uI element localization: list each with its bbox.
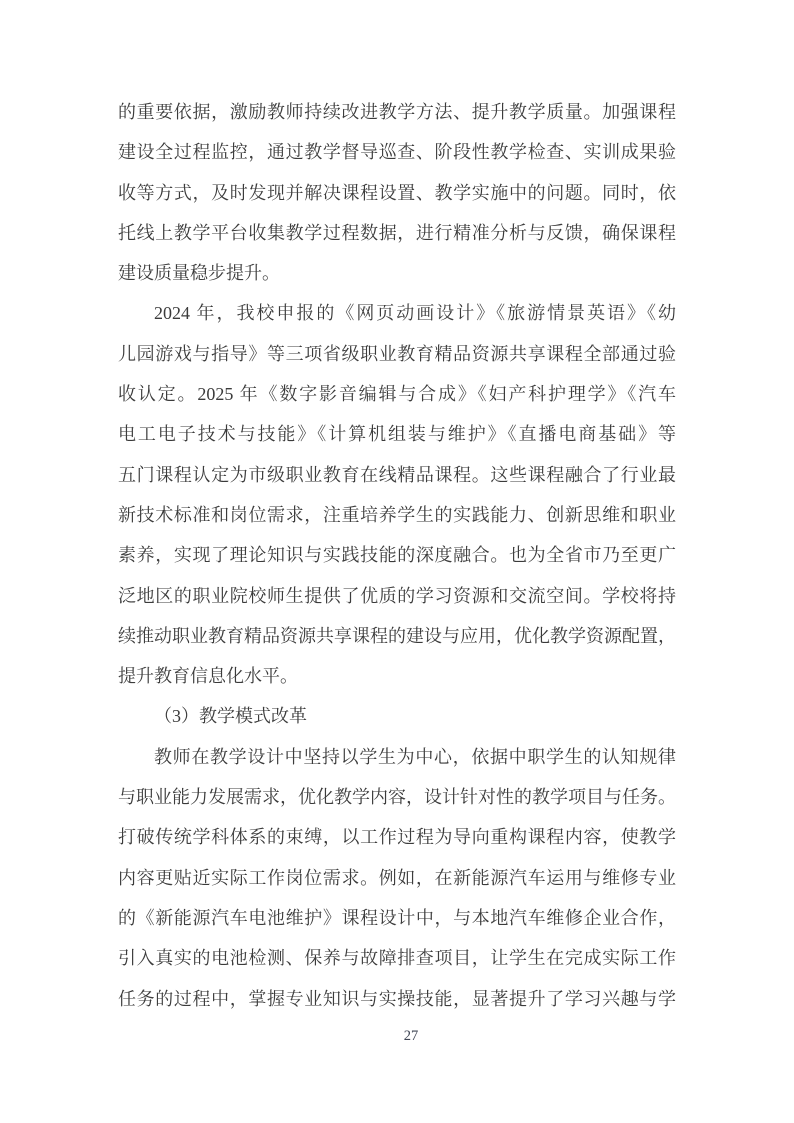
text-line: 续推动职业教育精品资源共享课程的建设与应用，优化教学资源配置，: [118, 625, 676, 646]
text-line: 与职业能力发展需求，优化教学内容，设计针对性的教学项目与任务。: [118, 787, 676, 808]
text-line: 五门课程认定为市级职业教育在线精品课程。这些课程融合了行业最: [118, 464, 676, 485]
text-line: 新技术标准和岗位需求，注重培养学生的实践能力、创新思维和职业: [118, 504, 676, 525]
text-line: 素养，实现了理论知识与实践技能的深度融合。也为全省市乃至更广: [118, 545, 676, 566]
text-line: 泛地区的职业院校师生提供了优质的学习资源和交流空间。学校将持: [118, 585, 676, 606]
text-line: 托线上教学平台收集教学过程数据，进行精准分析与反馈，确保课程: [118, 222, 676, 243]
text-line: 的《新能源汽车电池维护》课程设计中，与本地汽车维修企业合作，: [118, 907, 676, 928]
text-line: （3）教学模式改革: [154, 706, 307, 727]
text-line: 建设质量稳步提升。: [118, 263, 280, 284]
document-text-block: [118, 92, 676, 1019]
text-line: 建设全过程监控，通过教学督导巡查、阶段性教学检查、实训成果验: [118, 142, 676, 163]
text-line: 收等方式，及时发现并解决课程设置、教学实施中的问题。同时，依: [118, 182, 676, 203]
text-line: 儿园游戏与指导》等三项省级职业教育精品资源共享课程全部通过验: [118, 343, 676, 364]
text-line: 打破传统学科体系的束缚，以工作过程为导向重构课程内容，使教学: [118, 827, 676, 848]
text-line: 的重要依据，激励教师持续改进教学方法、提升教学质量。加强课程: [118, 102, 676, 122]
text-line: 电工电子技术与技能》《计算机组装与维护》《直播电商基础》等: [118, 424, 676, 445]
page-number: 27: [403, 1028, 419, 1044]
text-line: 收认定。2025 年《数字影音编辑与合成》《妇产科护理学》《汽车: [118, 384, 676, 405]
text-line: 引入真实的电池检测、保养与故障排查项目，让学生在完成实际工作: [118, 948, 676, 969]
text-line: 教师在教学设计中坚持以学生为中心，依据中职学生的认知规律: [154, 746, 676, 767]
text-line: 提升教育信息化水平。: [118, 666, 298, 687]
text-line: 任务的过程中，掌握专业知识与实操技能，显著提升了学习兴趣与学: [118, 988, 676, 1009]
text-line: 2024 年，我校申报的《网页动画设计》《旅游情景英语》《幼: [154, 303, 676, 324]
text-line: 内容更贴近实际工作岗位需求。例如，在新能源汽车运用与维修专业: [118, 867, 676, 888]
